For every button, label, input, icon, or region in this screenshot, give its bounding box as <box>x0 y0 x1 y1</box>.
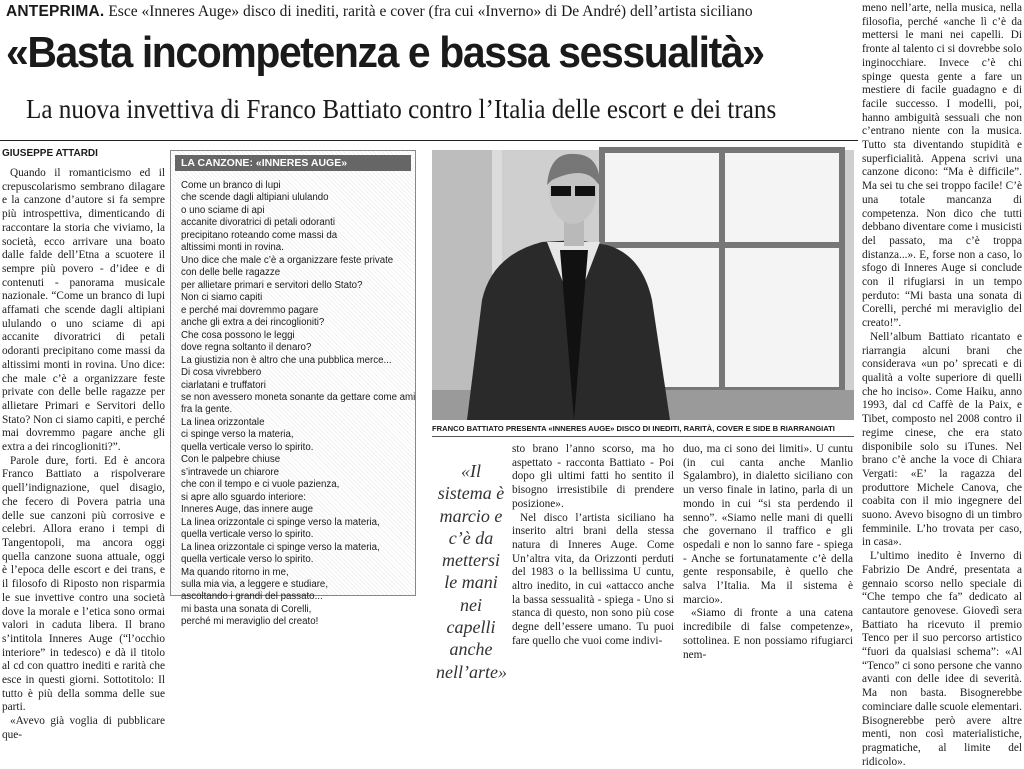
lyric-line: ascoltando i grandi del passato... <box>181 591 323 603</box>
article-column-2 <box>512 443 674 647</box>
lyric-line: per allietare primari e servitori dello Stato? <box>181 279 363 291</box>
lyric-line: dove regna soltanto il denaro? <box>181 342 312 354</box>
paragraph: duo, ma ci sono dei limiti». U cuntu (in cui canta anche Manlio Sgalambro), in dialetto siciliano con un verso finale in latino, parla di un mondo in cui “si sta perdendo il senno”. «Siamo nelle mani di quelli che governano il traffico e gli ospedali e non lo sanno fare - spiega - Anche se fortunatamente c’è della gente responsabile, è quello che salva l’Italia. Ma il sistema è marcio». <box>683 443 853 606</box>
kicker-text: Esce «Inneres Auge» disco di inediti, rarità e cover (fra cui «Inverno» di De André) dell’artista siciliano <box>104 3 753 20</box>
lyrics-box <box>170 150 416 628</box>
lyric-line: sulla mia via, a leggere e studiare, <box>181 579 329 590</box>
lyric-line: Con le palpebre chiuse <box>181 454 281 466</box>
lyric-line: Non ci siamo capiti <box>181 292 263 304</box>
byline: GIUSEPPE ATTARDI <box>2 148 98 159</box>
lyric-line: quella verticale verso lo spirito. <box>181 441 314 453</box>
subhead: La nuova invettiva di Franco Battiato contro l’Italia delle escort e dei trans <box>26 94 777 124</box>
paragraph: «Siamo di fronte a una catena incredibile di false competenze», sottolinea. E non possiamo rifugiarci nem- <box>683 607 853 661</box>
paragraph: Nell’album Battiato ricantato e riarrangia alcuni brani che considerava «un po’ sprecati e di qualità a volte superiore di quelli che ho inciso». Come Haiku, anno 1993, dal cd Caffè de la Paix, e Tibet, composto nel 2008 contro il regime cinese, che era stato disponibile solo su iTunes. Nel brano c’è anche la voce di Chiara Vergati: «E’ la ragazza del produttore Michele Canova, che coabita con il mio ingegnere del suono. Avevo bisogno di un timbro femminile. L’ho trovata per caso, in casa». <box>862 330 1022 549</box>
lyric-line: anche gli extra a dei rincoglioniti? <box>181 317 325 329</box>
article-column-4 <box>862 2 1022 768</box>
lyric-line: Ma quando ritorno in me, <box>181 566 289 578</box>
article-column-1 <box>2 167 165 741</box>
lyric-line: perché mi meraviglio del creato! <box>181 616 319 628</box>
lyric-line: accanite divoratrici di petali odoranti <box>181 217 336 229</box>
caption-rule <box>432 436 854 437</box>
lyric-line: ci spinge verso la materia, <box>181 429 294 441</box>
lyric-line: ciarlatani e truffatori <box>181 379 266 391</box>
lyric-line: Come un branco di lupi <box>181 180 281 191</box>
paragraph: Nel disco l’artista siciliano ha inserito altri brani della stessa natura di Inneres Auge. Come Un’altra vita, da Orizzonti perduti del 1983 o la bellissima U cuntu, altro inedito, in cui «attacco anche la bassa sessualità - spiega - Uno si stanca di questo, non sono più cose degne dell’essere umano. Tu puoi fare quello che vuoi come indivi- <box>512 511 674 647</box>
lyric-line: quella verticale verso lo spirito. <box>181 529 314 541</box>
paragraph: sto brano l’anno scorso, ma ho aspettato - racconta Battiato - Poi dopo gli ultimi fatti ho sentito il bisogno irresistibile di prendere posizione». <box>512 443 674 510</box>
lyric-line: o uno sciame di api <box>181 204 265 216</box>
headline: «Basta incompetenza e bassa sessualità» <box>6 28 764 77</box>
lyric-line: Uno dice che male c’è a organizzare feste private <box>181 254 394 266</box>
photo-caption: FRANCO BATTIATO PRESENTA «INNERES AUGE» DISCO DI INEDITI, RARITÀ, COVER E SIDE B RIARRANGIATI <box>432 424 835 433</box>
lyric-line: si apre allo sguardo interiore: <box>181 491 306 503</box>
lyric-line: La giustizia non è altro che una pubblica merce... <box>181 354 392 366</box>
lyric-line: e perché mai dovremmo pagare <box>181 304 319 316</box>
lyric-line: La linea orizzontale ci spinge verso la materia, <box>181 516 380 528</box>
header-rule <box>0 140 858 141</box>
lyric-line: s’intravede un chiarore <box>181 466 280 478</box>
lyrics-box-title: LA CANZONE: «INNERES AUGE» <box>175 155 411 171</box>
lyric-line: con delle belle ragazze <box>181 267 281 279</box>
article-column-3 <box>683 443 853 661</box>
pull-quote: «Il sistema è marcio e c’è da mettersi le mani nei capelli anche nell’arte» <box>436 461 507 682</box>
kicker-label: ANTEPRIMA. <box>6 3 105 20</box>
lyric-line: quella verticale verso lo spirito. <box>181 554 314 566</box>
lyric-line: fra la gente. <box>181 404 233 416</box>
lyric-line: che con il tempo e ci vuole pazienza, <box>181 479 340 491</box>
lyric-line: che scende dagli altipiani ululando <box>181 192 329 204</box>
lyric-line: mi basta una sonata di Corelli, <box>181 603 312 615</box>
lyric-line: La linea orizzontale <box>181 416 265 428</box>
paragraph: Parole dure, forti. Ed è ancora Franco Battiato a rispolverare quell’indignazione, quel disagio, che fecero di Povera patria una delle sue canzoni più corrosive e celebri. Allora erano i tempi di Tangentopoli, ma ancora oggi quella canzone suona attuale, oggi è l’epoca delle escort e dei trans, e il filosofo di Riposto non risparmia le sue invettive contro una società dove la morale e l’etica sono ormai valori in caduta libera. Il brano s’intitola Inneres Auge (“l’occhio interiore” in tedesco) e dà il titolo al cd con quattro inediti e rarità che esce in questi giorni. Sottotitolo: Il tutto è più della somma delle sue parti. <box>2 454 165 714</box>
lyric-line: altissimi monti in rovina. <box>181 242 284 254</box>
photo-illustration <box>432 150 854 420</box>
photo <box>432 150 854 420</box>
lyric-line: se non avessero moneta sonante da gettare come ami <box>181 391 416 403</box>
paragraph: meno nell’arte, nella musica, nella filosofia, perché «anche lì c’è da mettersi le mani nei capelli. Di fronte al talento ci si dovrebbe solo inginocchiare. Invece c’è chi spinge questa gente a fare un mestiere di facile guadagno e di facile successo. I modelli, poi, hanno ambiguità sessuali che non c’entrano niente con la musica. Tutto sta diventando stupidità e superficialità. Appena scrivi una canzone dicono: “Ma è difficile”. Ma sei tu che sei troppo facile! C’è una totale mancanza di competenza. Non dico che tutti debbano diventare come i musicisti del passato, ma c’è troppa distanza...». E, forse non a caso, lo sfogo di Inneres Auge si conclude con il rifugiarsi in un tempo perduto: “Mi basta una sonata di Corelli, perché mi meraviglio del creato!”. <box>862 2 1022 330</box>
lyric-line: La linea orizzontale ci spinge verso la materia, <box>181 541 380 553</box>
lyric-line: Inneres Auge, das innere auge <box>181 504 313 516</box>
paragraph: L’ultimo inedito è Inverno di Fabrizio De André, presentata a gennaio scorso nello speciale di “Che tempo che fa” dedicato al cantautore genovese. Giovedì sera Battiato ha ricevuto il premio Tenco per il suo percorso artistico “fuori da qualsiasi schema”: «Al “Tenco” ci sono persone che vanno avanti con delle idee di severità. Ma non basta. Bisognerebbe cominciare dalle scuole elementari. Bisognerebbe però avere altre menti, non così materialistiche, pragmatiche, al limite del ridicolo». <box>862 550 1022 768</box>
lyric-line: Che cosa possono le leggi <box>181 329 295 341</box>
paragraph: Quando il romanticismo ed il crepuscolarismo sembrano dilagare e la canzone d’autore si fa sempre più introspettiva, dimenticando di raccontare la storia che viviamo, la società, ecco arrivare una boato dalle falde dell’Etna a scuotere il sempre più povero - d’idee e di contenuti - panorama musicale nazionale. “Come un branco di lupi affamati che scende dagli altipiani ululando o uno sciame di api accanite divoratrici di petali odoranti precipitano come massi da altissimi monti in rovina. Uno dice: che male c’è a organizzare feste private con delle belle ragazze per allietare Primari e Servitori dello Stato? Non ci siamo capiti, e perché mai dovremmo pagare anche gli extra a dei rincoglioniti?”. <box>2 167 165 454</box>
lyric-line: Di cosa vivrebbero <box>181 367 262 379</box>
lyric-line: precipitano roteando come massi da <box>181 229 338 241</box>
paragraph: «Avevo già voglia di pubblicare que- <box>2 715 165 741</box>
lyrics <box>181 180 416 629</box>
